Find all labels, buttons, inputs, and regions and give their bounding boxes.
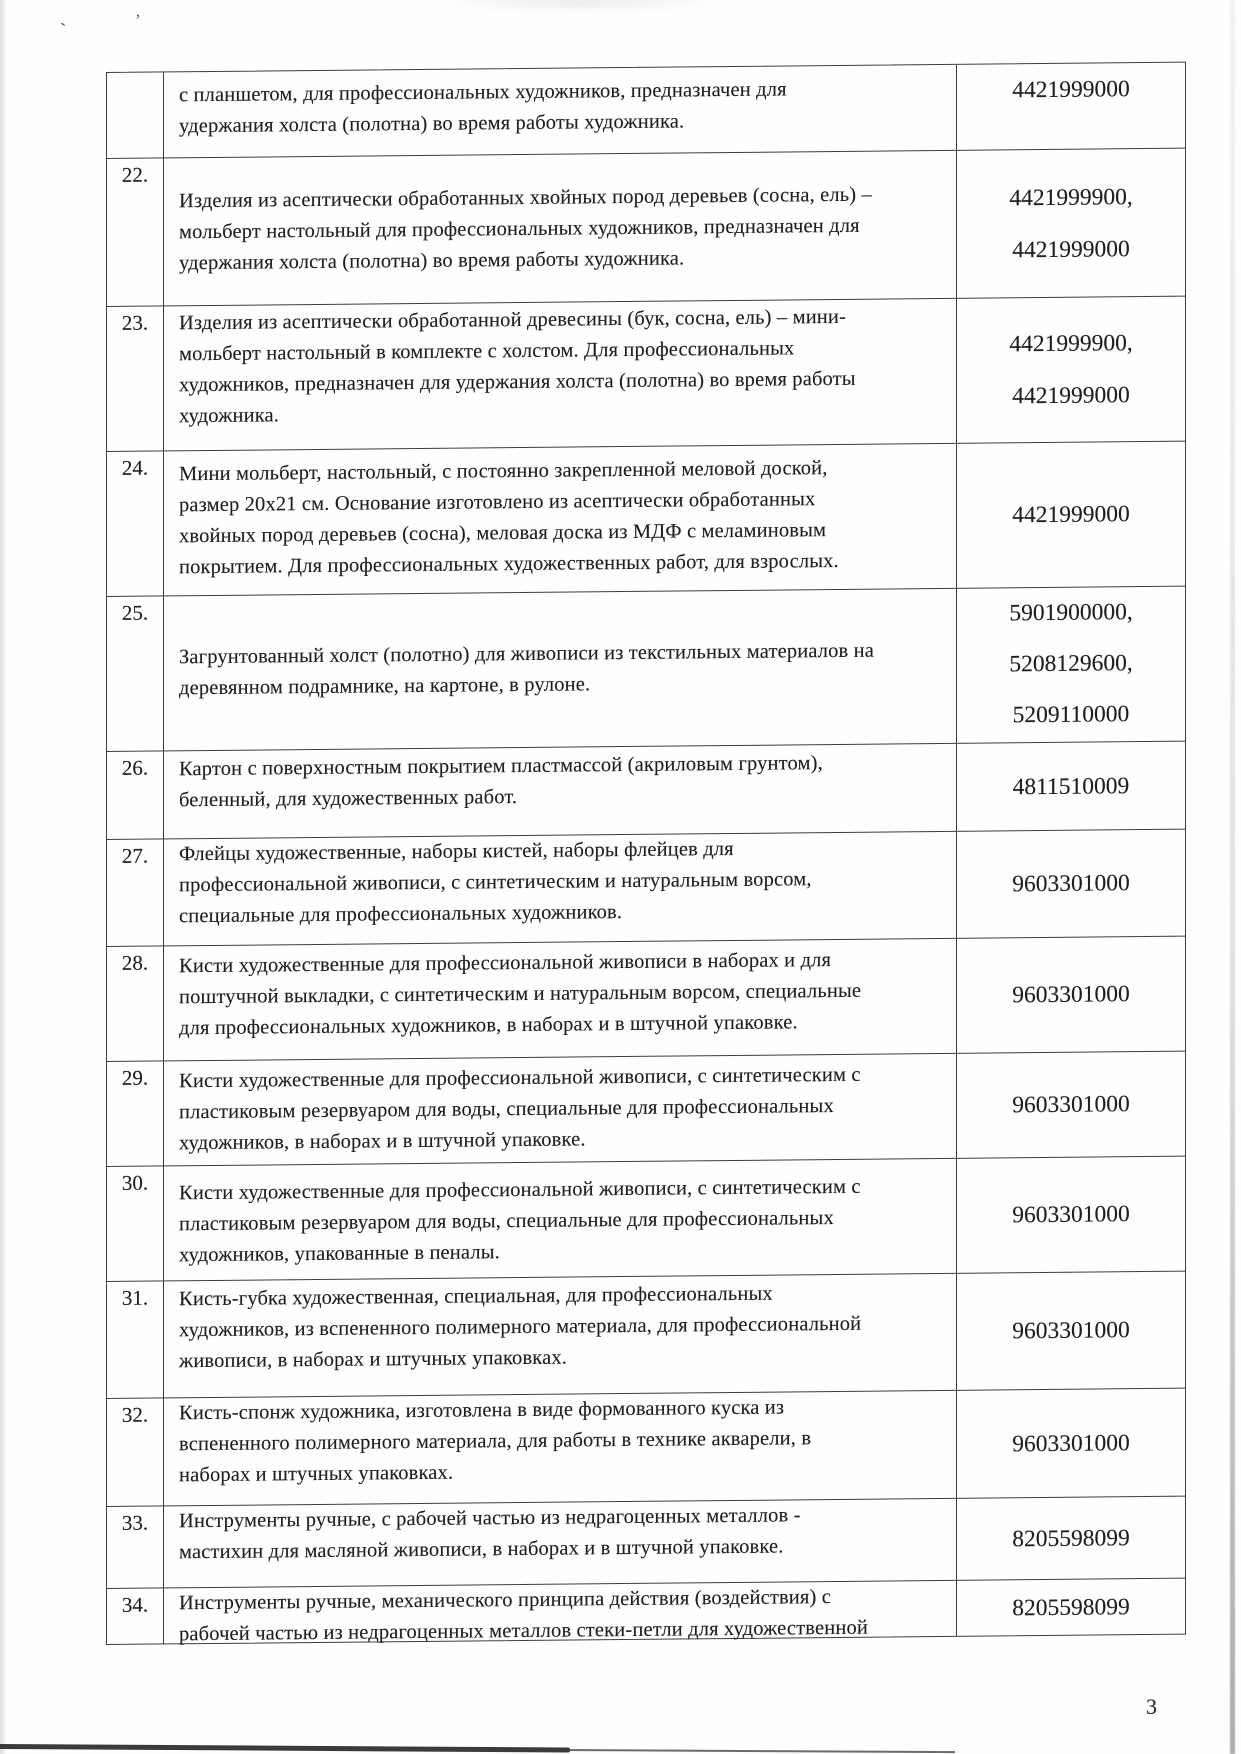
description-cell xyxy=(164,1581,957,1644)
customs-codes-table xyxy=(106,62,1186,1645)
row-number-cell: 33. xyxy=(107,1506,164,1588)
table-row xyxy=(107,63,1185,158)
row-number-cell: 31. xyxy=(107,1281,164,1398)
description-line: пластиковым резервуаром для воды, специальные для профессиональных xyxy=(179,1207,834,1236)
table-row xyxy=(107,741,1185,839)
description-line: Картон с поверхностным покрытием пластмассой (акриловым грунтом), xyxy=(179,752,823,781)
description-line: мольберт настольный для профессиональных художников, предназначен для xyxy=(179,214,860,244)
scan-left-edge-shadow xyxy=(0,0,7,1754)
stray-pen-mark: ʼ xyxy=(135,11,141,30)
description-line: художников, предназначен для удержания холста (полотна) во время работы xyxy=(179,367,856,397)
description-line: вспененного полимерного материала, для работы в технике акварели, в xyxy=(179,1427,812,1456)
description-line: Изделия из асептически обработанных хвойных пород деревьев (сосна, ель) – xyxy=(179,183,872,213)
code-cell xyxy=(957,1052,1185,1158)
tnved-code: 9603301000 xyxy=(1012,1091,1130,1119)
description-line: Кисти художественные для профессиональной живописи, с синтетическим с xyxy=(179,1063,861,1093)
row-number-cell: 30. xyxy=(107,1166,164,1281)
tnved-code: 9603301000 xyxy=(1012,870,1130,898)
tnved-code: 4421999900, xyxy=(1009,183,1133,211)
row-number-cell: 22. xyxy=(107,158,164,306)
tnved-code: 4421999900, xyxy=(1009,330,1133,358)
description-line: Кисти художественные для профессиональной живописи в наборах и для xyxy=(179,949,832,978)
description-line: Загрунтованный холст (полотно) для живописи из текстильных материалов на xyxy=(179,639,875,669)
code-cell xyxy=(957,1497,1185,1580)
description-line: Мини мольберт, настольный, с постоянно закрепленной меловой доской, xyxy=(179,457,828,486)
scan-bottom-line-tail xyxy=(555,1749,955,1753)
description-cell xyxy=(164,589,957,751)
description-line: наборах и штучных упаковках. xyxy=(179,1461,454,1487)
tnved-code: 4421999000 xyxy=(1012,501,1130,529)
description-cell xyxy=(164,444,957,596)
row-number-cell: 24. xyxy=(107,451,164,596)
description-line: покрытием. Для профессиональных художественных работ, для взрослых. xyxy=(179,549,839,579)
row-number-cell: 23. xyxy=(107,306,164,451)
description-line: Инструменты ручные, механического принципа действия (воздействия) с xyxy=(179,1586,831,1615)
table-row xyxy=(107,296,1185,451)
table-row xyxy=(107,148,1185,306)
description-cell xyxy=(164,1499,957,1588)
description-cell xyxy=(164,1054,957,1166)
code-cell xyxy=(957,1389,1185,1498)
description-line: для профессиональных художников, в наборах и в штучной упаковке. xyxy=(179,1011,798,1040)
description-line: художников, упакованные в пеналы. xyxy=(179,1241,500,1267)
description-cell xyxy=(164,939,957,1061)
stray-pen-mark: ˎ xyxy=(55,4,67,28)
table-row xyxy=(107,441,1185,596)
description-line: деревянном подрамнике, на картоне, в рулоне. xyxy=(179,673,591,700)
description-line: Кисти художественные для профессиональной живописи, с синтетическим с xyxy=(179,1175,861,1205)
tnved-code: 9603301000 xyxy=(1012,981,1130,1009)
description-cell xyxy=(164,1159,957,1281)
table-row xyxy=(107,1271,1185,1398)
code-cell xyxy=(957,1579,1185,1636)
code-cell xyxy=(957,63,1185,150)
description-line: удержания холста (полотна) во время работы художника. xyxy=(179,110,685,138)
code-cell xyxy=(957,442,1185,588)
description-line: Кисть-спонж художника, изготовлена в виде формованного куска из xyxy=(179,1396,785,1425)
row-number-cell xyxy=(107,72,164,158)
tnved-code: 4421999000 xyxy=(1012,76,1130,104)
description-cell xyxy=(164,1391,957,1506)
description-line: пластиковым резервуаром для воды, специальные для профессиональных xyxy=(179,1095,834,1124)
tnved-code: 5901900000, xyxy=(1009,599,1133,627)
description-line: удержания холста (полотна) во время работы художника. xyxy=(179,247,685,275)
description-line: художников, в наборах и в штучной упаковке. xyxy=(179,1128,586,1155)
row-number-cell: 27. xyxy=(107,839,164,946)
row-number-cell: 25. xyxy=(107,596,164,751)
scan-right-edge-shadow xyxy=(1230,0,1235,1754)
table-row xyxy=(107,1388,1185,1506)
table-row xyxy=(107,1156,1185,1281)
scan-top-smudge xyxy=(430,0,730,12)
description-line: Флейцы художественные, наборы кистей, наборы флейцев для xyxy=(179,837,734,866)
code-cell xyxy=(957,1157,1185,1273)
row-number-cell: 34. xyxy=(107,1588,164,1644)
table-row xyxy=(107,936,1185,1061)
code-cell xyxy=(957,937,1185,1053)
code-cell xyxy=(957,149,1185,298)
tnved-code: 9603301000 xyxy=(1012,1429,1130,1457)
description-line: беленный, для художественных работ. xyxy=(179,786,518,812)
row-number-cell: 32. xyxy=(107,1398,164,1506)
description-line: поштучной выкладки, с синтетическим и натуральным ворсом, специальные xyxy=(179,979,862,1009)
row-number-cell: 28. xyxy=(107,946,164,1061)
description-line: специальные для профессиональных художников. xyxy=(179,901,623,928)
code-cell xyxy=(957,587,1185,743)
table-row xyxy=(107,1051,1185,1166)
table-row xyxy=(107,1496,1185,1588)
tnved-code: 4811510009 xyxy=(1012,772,1130,800)
description-line: мастихин для масляной живописи, в наборах и в штучной упаковке. xyxy=(179,1535,784,1564)
tnved-code: 8205598099 xyxy=(1012,1593,1130,1621)
page-number: 3 xyxy=(1146,1694,1157,1719)
row-number-cell: 26. xyxy=(107,751,164,839)
description-cell xyxy=(164,1274,957,1398)
tnved-code: 5208129600, xyxy=(1009,650,1133,678)
description-line: художника. xyxy=(179,404,280,428)
description-line: профессиональной живописи, с синтетическим и натуральным ворсом, xyxy=(179,868,812,897)
description-line: рабочей частью из недрагоценных металлов стеки-петли для художественной xyxy=(179,1616,869,1646)
description-line: Инструменты ручные, с рабочей частью из недрагоценных металлов - xyxy=(179,1504,801,1533)
description-cell xyxy=(164,832,957,946)
tnved-code: 4421999000 xyxy=(1012,382,1130,410)
description-line: Изделия из асептически обработанной древесины (бук, сосна, ель) – мини- xyxy=(179,305,847,335)
description-cell xyxy=(164,299,957,451)
tnved-code: 4421999000 xyxy=(1012,235,1130,263)
code-cell xyxy=(957,742,1185,831)
description-cell xyxy=(164,65,957,158)
description-line: хвойных пород деревьев (сосна), меловая доска из МДФ с меламиновым xyxy=(179,519,827,548)
row-number-cell: 29. xyxy=(107,1061,164,1166)
tnved-code: 8205598099 xyxy=(1012,1524,1130,1552)
description-line: художников, из вспененного полимерного материала, для профессиональной xyxy=(179,1312,862,1342)
description-line: мольберт настольный в комплекте с холстом. Для профессиональных xyxy=(179,337,795,366)
description-line: Кисть-губка художественная, специальная, для профессиональных xyxy=(179,1282,773,1311)
table-row xyxy=(107,1578,1185,1644)
description-cell xyxy=(164,151,957,306)
table-row xyxy=(107,829,1185,946)
description-cell xyxy=(164,744,957,839)
tnved-code: 9603301000 xyxy=(1012,1317,1130,1345)
tnved-code: 5209110000 xyxy=(1012,701,1130,729)
code-cell xyxy=(957,830,1185,938)
tnved-code: 9603301000 xyxy=(1012,1201,1130,1229)
description-line: с планшетом, для профессиональных художников, предназначен для xyxy=(179,78,787,107)
table-row xyxy=(107,586,1185,751)
description-line: размер 20х21 см. Основание изготовлено из асептически обработанных xyxy=(179,488,816,517)
code-cell xyxy=(957,1272,1185,1390)
description-line: живописи, в наборах и штучных упаковках. xyxy=(179,1346,568,1373)
scan-bottom-line xyxy=(0,1744,570,1752)
code-cell xyxy=(957,297,1185,443)
